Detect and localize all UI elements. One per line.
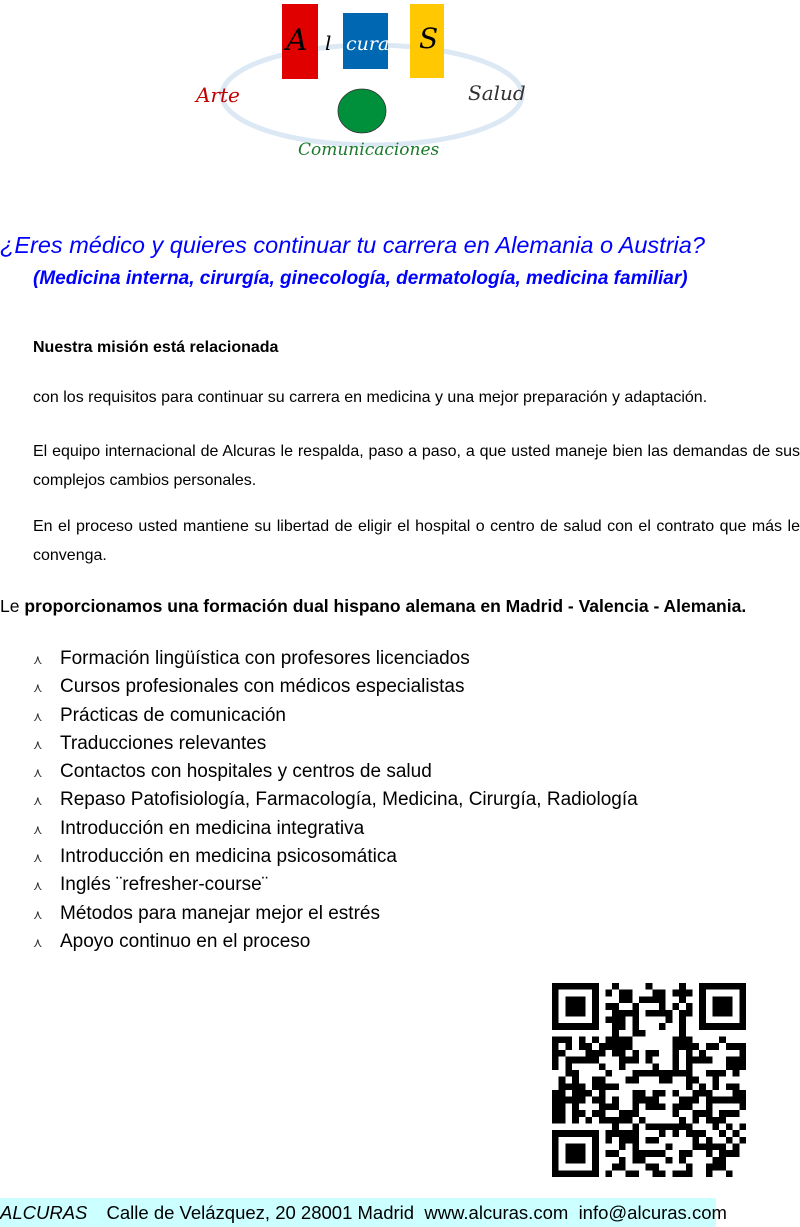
list-item <box>33 730 638 758</box>
list-item <box>33 928 638 956</box>
services-list <box>33 645 638 956</box>
footer <box>0 1198 727 1227</box>
arrowhead-bullet-icon: ⋏ <box>33 708 43 724</box>
lead-text: proporcionamos una formación dual hispano alemana en Madrid - Valencia - Alemania. <box>19 596 747 616</box>
paragraph-requirements: con los requisitos para continuar su carrera en medicina y una mejor preparación y adaptación. <box>33 389 708 406</box>
list-item-text: Formación lingüística con profesores licenciados <box>60 648 470 669</box>
footer-brand: ALCURAS <box>0 1202 88 1223</box>
arrowhead-bullet-icon: ⋏ <box>33 736 43 752</box>
svg-text:Arte: Arte <box>196 83 240 107</box>
svg-text:A: A <box>286 23 308 58</box>
svg-text:Comunicaciones: Comunicaciones <box>298 140 440 160</box>
arrowhead-bullet-icon: ⋏ <box>33 652 43 667</box>
svg-text:cura: cura <box>346 33 390 55</box>
qr-code[interactable] <box>552 983 746 1177</box>
arrowhead-bullet-icon: ⋏ <box>33 934 43 950</box>
arrowhead-bullet-icon: ⋏ <box>33 765 43 781</box>
arrowhead-bullet-icon: ⋏ <box>33 793 43 809</box>
paragraph-freedom: En el proceso usted mantiene su libertad de eligir el hospital o centro de salud con el contrato que más le convenga. <box>33 518 800 564</box>
list-item-text: Repaso Patofisiología, Farmacología, Medicina, Cirurgía, Radiología <box>60 789 638 811</box>
list-item <box>33 786 638 814</box>
page-subtitle: (Medicina interna, cirurgía, ginecología, dermatología, medicina familiar) <box>33 268 688 289</box>
list-item-text: Métodos para manejar mejor el estrés <box>60 902 380 924</box>
lead-prefix: Le <box>0 596 20 616</box>
list-item <box>33 815 638 843</box>
alcuras-logo <box>190 0 550 165</box>
footer-email-link[interactable]: info@alcuras.com <box>578 1202 727 1223</box>
list-item <box>33 645 638 673</box>
arrowhead-bullet-icon: ⋏ <box>33 850 43 866</box>
arrowhead-bullet-icon: ⋏ <box>33 680 43 696</box>
list-item <box>33 900 638 928</box>
list-item <box>33 758 638 786</box>
list-item <box>33 673 638 701</box>
list-item <box>33 843 638 871</box>
footer-website-link[interactable]: www.alcuras.com <box>424 1202 569 1223</box>
footer-address: Calle de Velázquez, 20 28001 Madrid <box>106 1202 415 1223</box>
svg-text:l: l <box>325 31 332 55</box>
arrowhead-bullet-icon: ⋏ <box>33 878 43 894</box>
list-item-text: Contactos con hospitales y centros de salud <box>60 761 432 783</box>
list-item-text: Introducción en medicina integrativa <box>60 817 365 839</box>
page-title: ¿Eres médico y quieres continuar tu carrera en Alemania o Austria? <box>0 232 705 258</box>
list-item-text: Prácticas de comunicación <box>60 704 286 726</box>
paragraph-team: El equipo internacional de Alcuras le respalda, paso a paso, a que usted maneje bien las demandas de sus complejos cambios personales. <box>33 443 800 489</box>
arrowhead-bullet-icon: ⋏ <box>33 906 43 922</box>
list-item-text: Inglés ¨refresher-course¨ <box>60 874 269 896</box>
list-item-text: Cursos profesionales con médicos especialistas <box>60 676 465 698</box>
list-item <box>33 871 638 899</box>
list-item <box>33 702 638 730</box>
arrowhead-bullet-icon: ⋏ <box>33 821 43 837</box>
list-item-text: Traducciones relevantes <box>60 732 267 754</box>
svg-text:Salud: Salud <box>468 81 526 105</box>
svg-text:S: S <box>419 22 439 55</box>
list-item-text: Apoyo continuo en el proceso <box>60 930 311 952</box>
list-item-text: Introducción en medicina psicosomática <box>60 846 397 868</box>
mission-title: Nuestra misión está relacionada <box>33 339 279 356</box>
training-lead <box>0 596 746 617</box>
